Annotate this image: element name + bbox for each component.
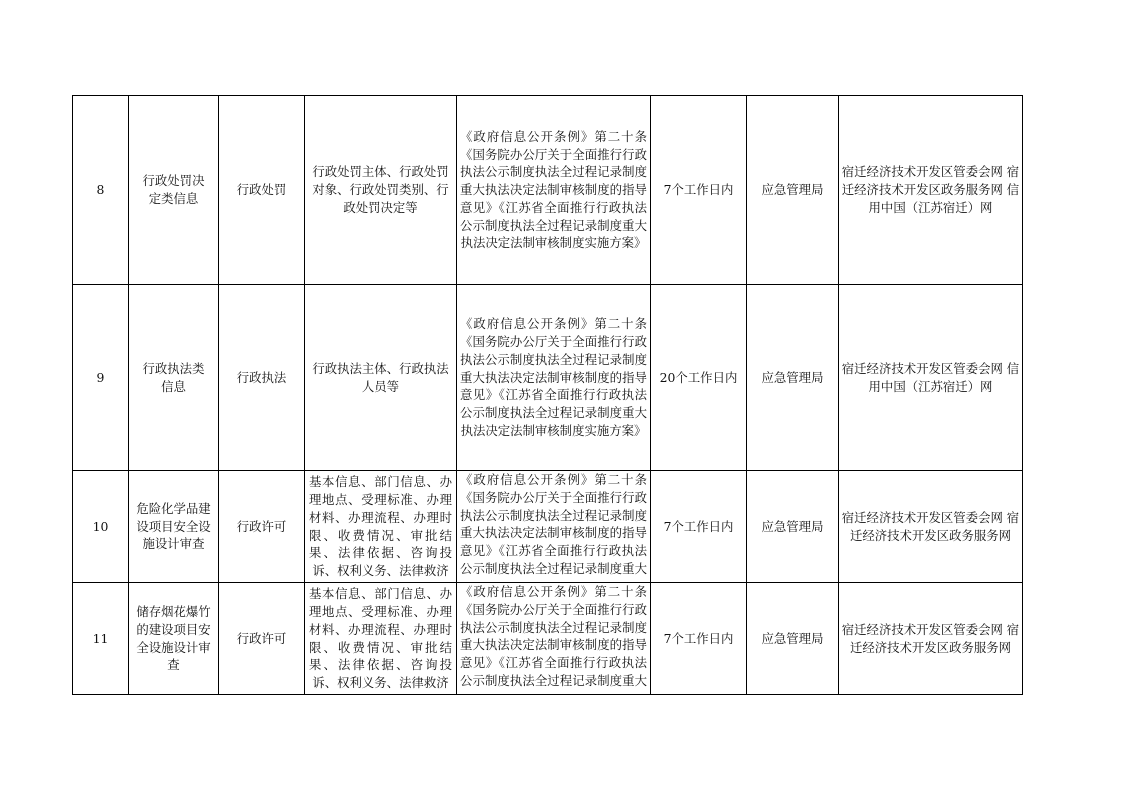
time-limit-cell [651, 583, 747, 695]
content-text: 行政执法主体、行政执法人员等 [312, 360, 449, 394]
subject-cell [747, 471, 839, 583]
subject-cell [747, 285, 839, 471]
category: 行政执法 [236, 369, 287, 385]
row-number: 10 [92, 518, 109, 534]
content-text: 行政处罚主体、行政处罚对象、行政处罚类别、行政处罚决定等 [312, 164, 449, 215]
table-row [73, 583, 1023, 695]
content-text: 基本信息、部门信息、办理地点、受理标准、办理材料、办理流程、办理时限、收费情况、审批结果、法律依据、咨询投诉、权利义务、法律救济 [309, 474, 452, 579]
item-cell [129, 583, 219, 695]
subject: 应急管理局 [761, 369, 824, 385]
sites-cell [839, 471, 1023, 583]
sites-text: 宿迁经济技术开发区管委会网 宿迁经济技术开发区政务服务网 [841, 509, 1020, 543]
subject-cell [747, 583, 839, 695]
subject: 应急管理局 [761, 630, 824, 646]
category-cell [219, 583, 305, 695]
content-text: 基本信息、部门信息、办理地点、受理标准、办理材料、办理流程、办理时限、收费情况、审批结果、法律依据、咨询投诉、权利义务、法律救济 [309, 586, 452, 691]
category-cell [219, 96, 305, 285]
basis-text: 《政府信息公开条例》第二十条《国务院办公厅关于全面推行行政执法公示制度执法全过程记录制度重大执法决定法制审核制度的指导意见》《江苏省全面推行行政执法公示制度执法全过程记录制度重大 [460, 584, 647, 688]
sites-cell [839, 285, 1023, 471]
item-name: 危险化学品建设项目安全设施设计审查 [136, 500, 211, 552]
category-cell [219, 285, 305, 471]
sites-text: 宿迁经济技术开发区管委会网 信用中国（江苏宿迁）网 [841, 360, 1020, 394]
subject: 应急管理局 [761, 182, 824, 198]
basis-cell [457, 583, 651, 695]
sites-cell [839, 583, 1023, 695]
category: 行政许可 [236, 630, 287, 646]
sites-cell [839, 96, 1023, 285]
sites-text: 宿迁经济技术开发区管委会网 宿迁经济技术开发区政务服务网 [841, 621, 1020, 655]
item-name: 行政执法类信息 [142, 360, 205, 394]
content-cell [305, 96, 457, 285]
content-cell [305, 285, 457, 471]
basis-text: 《政府信息公开条例》第二十条《国务院办公厅关于全面推行行政执法公示制度执法全过程记录制度重大执法决定法制审核制度的指导意见》《江苏省全面推行行政执法公示制度执法全过程记录制度重大执法决定法制审核制度实施方案》 [460, 128, 647, 251]
item-cell [129, 471, 219, 583]
item-cell [129, 96, 219, 285]
basis-cell [457, 96, 651, 285]
disclosure-table [72, 95, 1023, 695]
basis-cell [457, 471, 651, 583]
category: 行政处罚 [236, 182, 287, 198]
time-limit: 7个工作日内 [663, 630, 734, 646]
category-cell [219, 471, 305, 583]
time-limit-cell [651, 285, 747, 471]
row-number-cell [73, 96, 129, 285]
row-number-cell [73, 583, 129, 695]
time-limit: 20个工作日内 [659, 369, 738, 385]
subject-cell [747, 96, 839, 285]
row-number-cell [73, 471, 129, 583]
item-name: 行政处罚决定类信息 [142, 173, 205, 206]
content-cell [305, 583, 457, 695]
category: 行政许可 [236, 518, 287, 534]
row-number: 11 [92, 630, 109, 646]
table-row [73, 471, 1023, 583]
basis-text: 《政府信息公开条例》第二十条《国务院办公厅关于全面推行行政执法公示制度执法全过程记录制度重大执法决定法制审核制度的指导意见》《江苏省全面推行行政执法公示制度执法全过程记录制度重大执法决定法制审核制度实施方案》 [460, 316, 647, 438]
subject: 应急管理局 [761, 518, 824, 534]
row-number: 9 [96, 369, 105, 385]
basis-cell [457, 285, 651, 471]
time-limit: 7个工作日内 [663, 518, 734, 534]
sites-text: 宿迁经济技术开发区管委会网 宿迁经济技术开发区政务服务网 信用中国（江苏宿迁）网 [841, 164, 1020, 215]
time-limit-cell [651, 471, 747, 583]
table-row [73, 96, 1023, 285]
row-number: 8 [96, 182, 105, 198]
time-limit-cell [651, 96, 747, 285]
time-limit: 7个工作日内 [663, 182, 734, 198]
basis-text: 《政府信息公开条例》第二十条《国务院办公厅关于全面推行行政执法公示制度执法全过程记录制度重大执法决定法制审核制度的指导意见》《江苏省全面推行行政执法公示制度执法全过程记录制度重大 [460, 472, 647, 576]
row-number-cell [73, 285, 129, 471]
content-cell [305, 471, 457, 583]
table-row [73, 285, 1023, 471]
item-name: 储存烟花爆竹的建设项目安全设施设计审查 [136, 603, 211, 673]
item-cell [129, 285, 219, 471]
